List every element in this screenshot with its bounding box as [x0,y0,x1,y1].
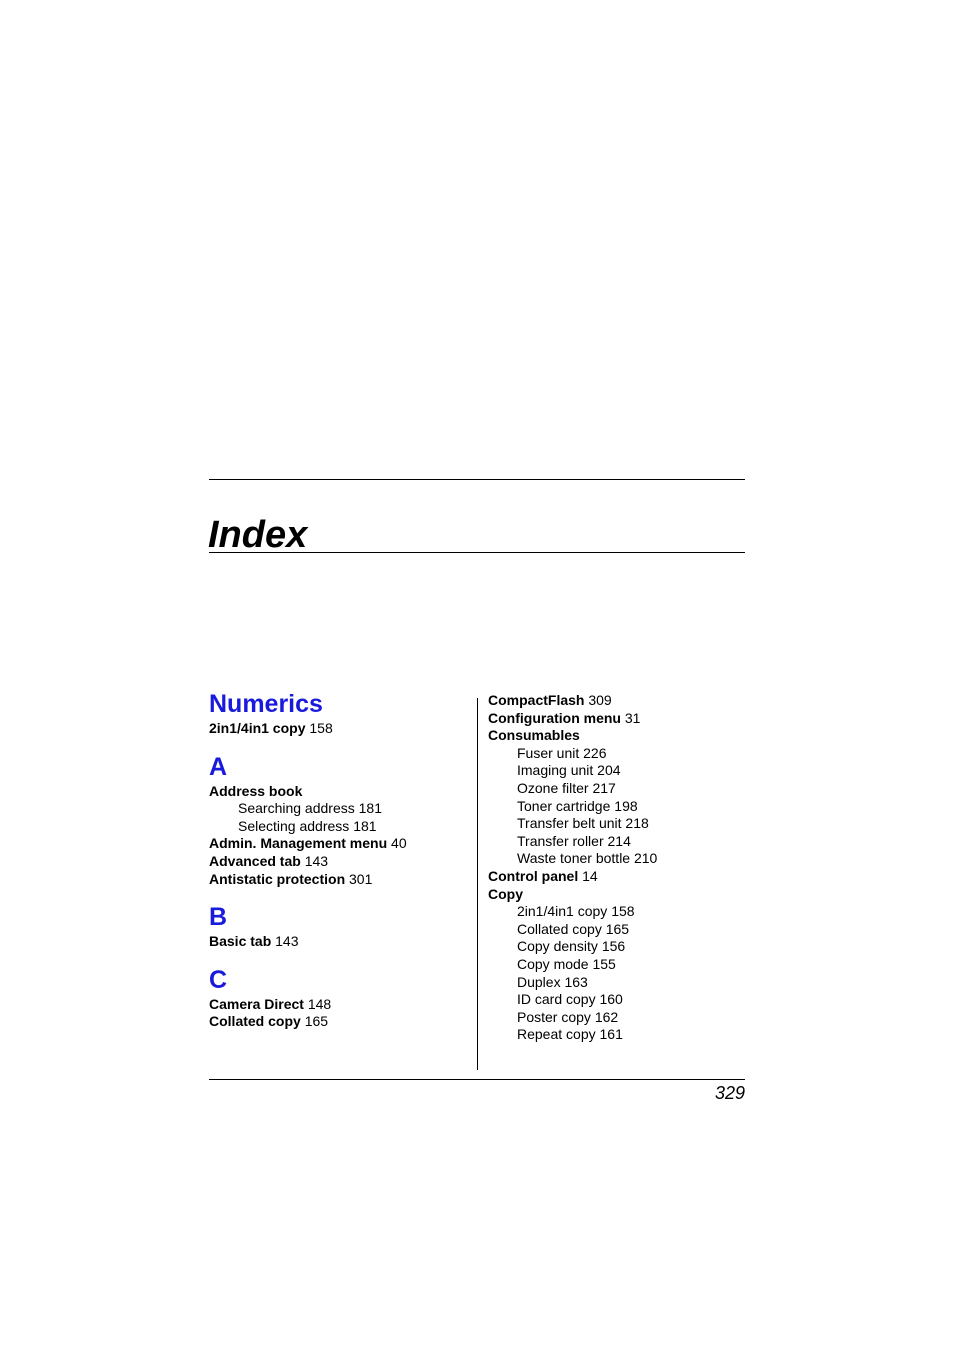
index-term: 2in1/4in1 copy [209,720,306,736]
index-term: CompactFlash [488,692,585,708]
index-page-ref: 158 [611,903,635,920]
index-page-ref: 160 [599,991,623,1008]
index-entry-configuration-menu [488,710,738,728]
index-page-ref: 40 [391,835,407,852]
index-page-ref: 214 [607,832,631,849]
index-entry-consumables [488,727,738,745]
index-entry-control-panel [488,868,738,886]
index-entry-compactflash [488,692,738,710]
index-term: Poster copy [517,1008,591,1025]
index-page-ref: 204 [597,762,621,779]
index-term: Duplex [517,973,561,990]
index-page-ref: 165 [304,1013,329,1030]
index-subentry-toner-cartridge [488,798,738,816]
footer-rule [209,1079,745,1080]
index-term: Copy [488,885,523,902]
index-page-ref: 226 [583,744,607,761]
index-column-right [488,692,738,1044]
index-page-ref: 181 [358,800,382,817]
index-term: Antistatic protection [209,870,346,887]
index-subentry-id-card-copy [488,991,738,1009]
index-page-ref: 181 [353,817,377,834]
index-entry-copy [488,886,738,904]
index-column-left [209,688,469,1031]
index-entry-collated-copy [209,1013,469,1031]
index-term: Configuration menu [488,709,621,726]
index-subentry-copy-mode [488,956,738,974]
index-term: Transfer belt unit [517,815,622,832]
index-subentry-2in1-4in1-copy [488,903,738,921]
index-section-a [209,751,469,889]
index-entry-advanced-tab [209,853,469,871]
index-page-ref: 31 [624,709,641,726]
index-term: 2in1/4in1 copy [517,903,608,920]
index-page-ref: 210 [633,850,658,867]
index-term: Copy density [517,938,598,955]
index-page-ref: 148 [307,995,332,1012]
index-section-c [209,964,469,1031]
index-section-numerics [209,688,469,738]
section-heading: C [209,965,228,994]
index-page-ref: 301 [349,870,373,887]
index-term: Consumables [488,727,580,744]
index-term: Toner cartridge [517,797,611,814]
index-term: Repeat copy [517,1026,596,1043]
page-title: Index [208,514,308,557]
index-term: Collated copy [517,920,602,937]
index-term: Camera Direct [209,995,304,1012]
title-rule-bottom [209,552,745,553]
index-subentry-ozone-filter [488,780,738,798]
index-page-ref: 198 [614,797,638,814]
index-subentry-repeat-copy [488,1026,738,1044]
section-heading: A [209,752,228,781]
index-subentry-copy-density [488,938,738,956]
index-subentry-searching-address [209,800,469,818]
index-page-ref: 14 [582,867,598,884]
index-term: Control panel [488,867,579,884]
index-subentry-selecting-address [209,818,469,836]
column-divider [477,698,478,1070]
index-page-ref: 161 [599,1026,623,1043]
index-term: Fuser unit [517,744,580,761]
index-term: Waste toner bottle [517,850,631,867]
index-page-ref: 143 [304,852,329,869]
index-term: ID card copy [517,991,596,1008]
index-entry-address-book [209,783,469,801]
title-rule-top [209,479,745,480]
index-entry-2in1-4in1-copy [209,720,469,738]
index-page-ref: 158 [309,720,333,736]
index-entry-admin-management-menu [209,835,469,853]
index-subentry-duplex [488,974,738,992]
index-subentry-poster-copy [488,1009,738,1027]
index-page-ref: 217 [592,779,616,796]
index-term: Admin. Management menu [209,835,388,852]
index-subentry-imaging-unit [488,762,738,780]
index-entry-basic-tab [209,933,469,951]
index-subentry-fuser-unit [488,745,738,763]
index-term: Imaging unit [517,762,594,779]
index-term: Ozone filter [517,779,589,796]
index-term: Advanced tab [209,852,301,869]
index-term: Address book [209,782,303,799]
section-heading: Numerics [209,690,323,718]
index-term: Selecting address [238,817,350,834]
index-subentry-transfer-roller [488,833,738,851]
index-page-ref: 309 [588,692,612,708]
index-term: Searching address [238,800,355,817]
index-page-ref: 162 [594,1008,619,1025]
index-page-ref: 155 [592,955,616,972]
index-subentry-waste-toner-bottle [488,850,738,868]
index-entry-camera-direct [209,996,469,1014]
index-term: Collated copy [209,1013,301,1030]
index-term: Basic tab [209,933,272,950]
section-heading: B [209,903,228,932]
index-page-ref: 163 [564,973,588,990]
index-term: Copy mode [517,955,589,972]
index-page-ref: 156 [601,938,626,955]
index-page-ref: 165 [605,920,630,937]
index-page-ref: 143 [275,933,299,950]
index-term: Transfer roller [517,832,604,849]
index-section-b [209,901,469,951]
index-entry-antistatic-protection [209,871,469,889]
index-subentry-collated-copy [488,921,738,939]
page-number: 329 [714,1083,745,1103]
index-page-ref: 218 [625,815,649,832]
index-subentry-transfer-belt-unit [488,815,738,833]
